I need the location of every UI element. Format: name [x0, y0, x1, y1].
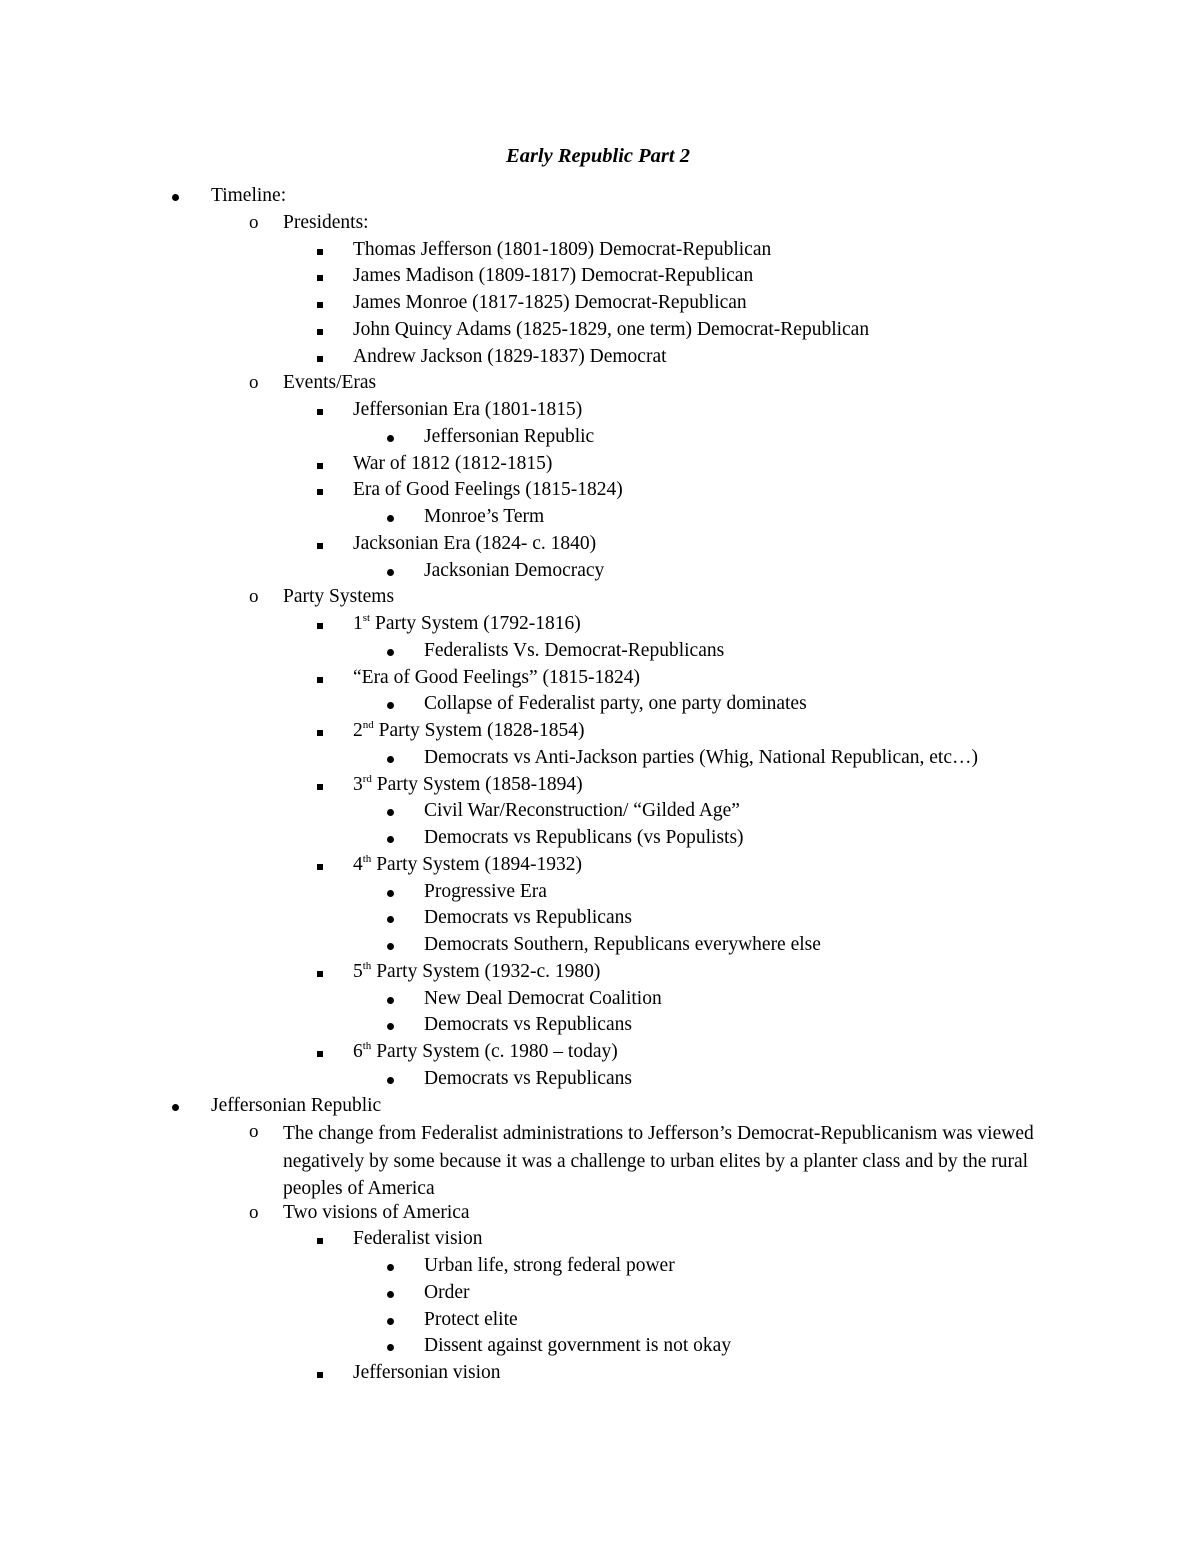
outline-item-text: Two visions of America [283, 1201, 470, 1223]
bullet-square-icon [317, 853, 339, 877]
outline-item-text [353, 719, 584, 743]
outline-item-text: Jeffersonian Era (1801-1815) [353, 399, 583, 420]
outline-item-text [353, 960, 600, 984]
bullet-dot-icon [387, 639, 409, 663]
bullet-dot-icon [387, 826, 409, 850]
bullet-circle-icon: o [249, 211, 259, 233]
outline-item-text: Federalist vision [353, 1228, 483, 1250]
outline-item-text: Jeffersonian Republic [211, 1094, 382, 1116]
outline-item-text: Urban life, strong federal power [424, 1255, 675, 1276]
bullet-square-icon [317, 1227, 339, 1251]
outline-item-label: Party System (c. 1980 – today) [371, 1041, 618, 1062]
bullet-square-icon [317, 1040, 339, 1064]
bullet-dot-icon [387, 692, 409, 716]
ordinal-number: 5 [353, 960, 363, 982]
outline-item-text: James Madison (1809-1817) Democrat-Republican [353, 265, 754, 287]
bullet-square-icon [317, 318, 339, 342]
bullet-circle-icon: o [249, 1201, 259, 1223]
outline-item-text: John Quincy Adams (1825-1829, one term) Democrat-Republican [353, 318, 870, 340]
bullet-dot-icon [387, 1308, 409, 1332]
outline-item-text: Timeline: [211, 185, 287, 206]
ordinal-number: 1 [353, 613, 363, 634]
outline-item-text: Presidents: [283, 211, 369, 233]
outline-item-text: War of 1812 (1812-1815) [353, 452, 553, 474]
outline-item-text: New Deal Democrat Coalition [424, 987, 662, 1009]
ordinal-suffix: nd [362, 719, 374, 731]
outline-item-label: Party System (1828-1854) [373, 720, 585, 741]
bullet-square-icon [317, 960, 339, 984]
page-title: Early Republic Part 2 [506, 145, 690, 167]
bullet-square-icon [317, 291, 339, 315]
bullet-dot-icon [387, 1013, 409, 1037]
bullet-square-icon [317, 345, 339, 369]
outline-item-text [353, 853, 582, 877]
outline-item-text: Democrats vs Republicans [424, 1067, 632, 1089]
outline-item-label: Party System (1792-1816) [370, 613, 581, 634]
ordinal-suffix: rd [362, 772, 372, 785]
outline-item-text: Events/Eras [283, 372, 377, 394]
bullet-dot-icon [172, 184, 194, 208]
ordinal-number: 6 [353, 1041, 363, 1062]
bullet-dot-icon [387, 425, 409, 449]
bullet-dot-icon [387, 746, 409, 770]
bullet-square-icon [317, 612, 339, 636]
bullet-square-icon [317, 666, 339, 690]
bullet-circle-icon: o [249, 586, 259, 608]
ordinal-suffix: th [362, 959, 372, 972]
outline-item-text: Democrats Southern, Republicans everywhere else [424, 934, 821, 955]
outline-item-text: Order [424, 1281, 470, 1303]
outline-item-text: Jacksonian Era (1824- c. 1840) [353, 532, 597, 554]
bullet-square-icon [317, 532, 339, 556]
outline-item-text: Andrew Jackson (1829-1837) Democrat [353, 345, 667, 367]
outline-item-label: Party System (1858-1894) [371, 773, 583, 795]
outline-item-text [353, 773, 583, 797]
bullet-dot-icon [387, 987, 409, 1011]
outline-item-text: Democrats vs Republicans [424, 1014, 632, 1036]
bullet-dot-icon [387, 799, 409, 823]
outline-item-text [353, 1040, 618, 1064]
ordinal-number: 3 [353, 773, 363, 795]
bullet-square-icon [317, 773, 339, 797]
bullet-square-icon [317, 719, 339, 743]
bullet-square-icon [317, 478, 339, 502]
bullet-square-icon [317, 238, 339, 262]
outline-item-text: Civil War/Reconstruction/ “Gilded Age” [424, 800, 740, 822]
bullet-circle-icon: o [249, 372, 259, 394]
outline-item-text: Monroe’s Term [424, 506, 545, 527]
outline-item-label: Party System (1894-1932) [371, 853, 583, 875]
bullet-dot-icon [387, 1254, 409, 1278]
outline-item-text: Collapse of Federalist party, one party dominates [424, 693, 807, 715]
bullet-square-icon [317, 1361, 339, 1385]
bullet-square-icon [317, 452, 339, 476]
bullet-dot-icon [387, 933, 409, 957]
outline-item-text: Democrats vs Republicans (vs Populists) [424, 827, 744, 848]
outline-item-text: Progressive Era [424, 880, 547, 902]
outline-item-text: Federalists Vs. Democrat-Republicans [424, 639, 725, 661]
bullet-dot-icon [387, 880, 409, 904]
ordinal-suffix: st [362, 612, 371, 624]
bullet-dot-icon [172, 1094, 194, 1118]
ordinal-number: 2 [353, 720, 363, 741]
ordinal-suffix: th [362, 852, 372, 865]
bullet-dot-icon [387, 559, 409, 583]
outline-item-text: Thomas Jefferson (1801-1809) Democrat-Republican [353, 238, 772, 260]
outline-item-text: Dissent against government is not okay [424, 1335, 732, 1357]
bullet-circle-icon: o [249, 1121, 259, 1143]
outline-item-text: Democrats vs Republicans [424, 907, 632, 929]
outline-item-text: Party Systems [283, 586, 395, 608]
bullet-dot-icon [387, 1334, 409, 1358]
outline-item-text: Democrats vs Anti-Jackson parties (Whig, National Republican, etc…) [424, 746, 978, 768]
ordinal-suffix: th [362, 1040, 372, 1052]
bullet-square-icon [317, 398, 339, 422]
bullet-square-icon [317, 264, 339, 288]
bullet-dot-icon [387, 1281, 409, 1305]
outline-item-text: Jeffersonian vision [353, 1362, 501, 1383]
bullet-dot-icon [387, 1067, 409, 1091]
outline-item-text: Jeffersonian Republic [424, 425, 595, 447]
outline-item-text: The change from Federalist administrations to Jefferson’s Democrat-Republicanism was viewed negatively by some because it was a challenge to urban elites by a planter class and by the rural peoples of America [283, 1123, 1034, 1199]
outline-item-text: “Era of Good Feelings” (1815-1824) [353, 666, 641, 688]
ordinal-number: 4 [353, 853, 363, 875]
outline-item-label: Party System (1932-c. 1980) [371, 960, 601, 982]
outline-item-text: James Monroe (1817-1825) Democrat-Republican [353, 292, 747, 313]
outline-item-text: Era of Good Feelings (1815-1824) [353, 479, 623, 501]
outline-item-text: Jacksonian Democracy [424, 559, 605, 581]
outline-item-text [353, 612, 581, 636]
bullet-dot-icon [387, 906, 409, 930]
outline-item-text: Protect elite [424, 1308, 518, 1330]
bullet-dot-icon [387, 505, 409, 529]
